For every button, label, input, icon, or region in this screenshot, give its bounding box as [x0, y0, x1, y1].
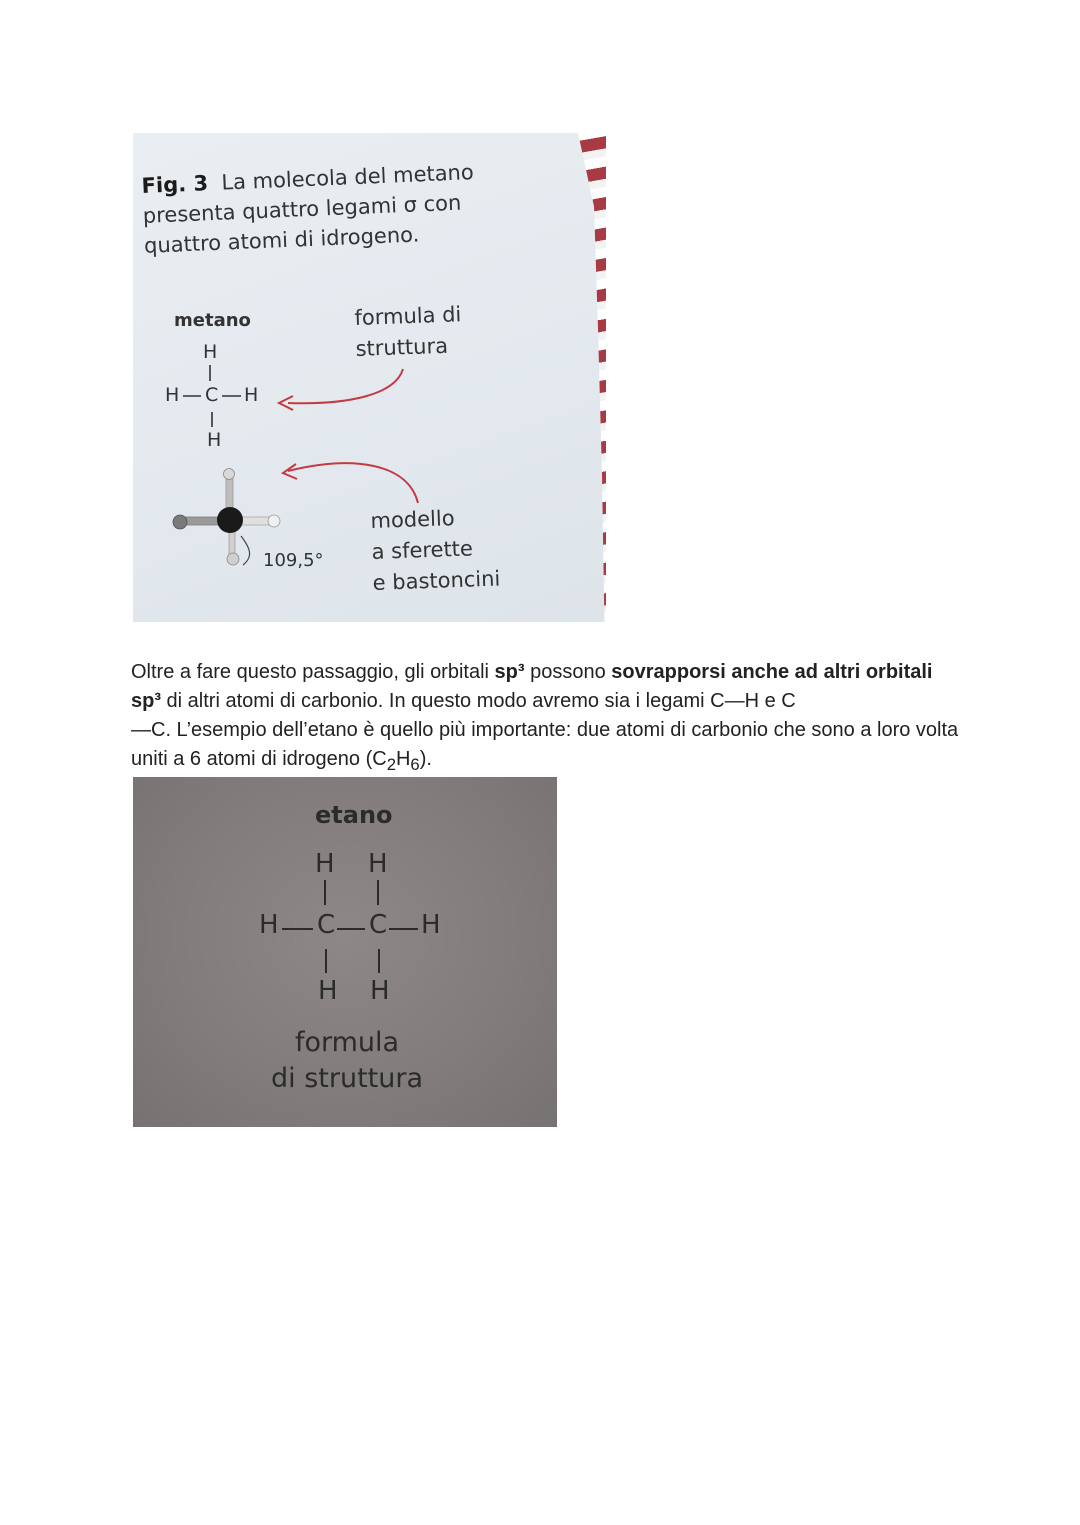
- para-bond-dash-2: —: [131, 719, 151, 741]
- formula-label-line-2: struttura: [355, 333, 449, 361]
- para-bold-overlap: sovrapporsi anche ad altri orbitali sp³: [131, 661, 933, 712]
- atom-c-2: C: [369, 910, 388, 940]
- atom-h-bottom-1: H: [318, 976, 338, 1006]
- bond-angle-label: 109,5°: [263, 550, 324, 571]
- atom-h-left: H: [165, 384, 180, 406]
- atom-h-top-1: H: [315, 849, 335, 879]
- ethane-formula-caption: [263, 1025, 431, 1097]
- ethane-label: etano: [315, 801, 393, 829]
- ethane-caption-line-1: formula: [294, 1027, 400, 1058]
- para-text-7: ).: [419, 748, 432, 770]
- figure-number: Fig. 3: [141, 171, 209, 198]
- para-text-6: H: [395, 748, 411, 770]
- ethane-caption-line-2: di struttura: [270, 1063, 424, 1094]
- atom-c-1: C: [317, 910, 336, 940]
- atom-h-bottom: H: [207, 429, 222, 451]
- atom-h-right: H: [421, 910, 441, 940]
- ball-and-stick-model: [173, 469, 280, 566]
- atom-h-right: H: [244, 384, 259, 406]
- para-text-3: di altri atomi di carbonio. In questo modo avremo sia i legami C: [161, 690, 725, 712]
- caption-line-3: quattro atomi di idrogeno.: [143, 222, 420, 258]
- para-bond-dash-1: —: [724, 690, 745, 712]
- methane-figure-photo: [133, 133, 606, 622]
- arrow-to-model: [283, 463, 418, 503]
- model-label-line-3: e bastoncini: [372, 566, 501, 595]
- arrow-to-formula: [279, 369, 403, 410]
- atom-h-top: H: [203, 341, 218, 363]
- para-text-2: possono: [524, 661, 612, 683]
- caption-line-1: La molecola del metano: [220, 160, 475, 195]
- methane-drawing: [133, 133, 606, 622]
- formula-bonds: [183, 365, 241, 427]
- para-text-4: H e C: [744, 690, 796, 712]
- para-text-1: Oltre a fare questo passaggio, gli orbitali: [131, 661, 495, 683]
- methane-label: metano: [174, 310, 251, 331]
- body-paragraph: [131, 658, 961, 779]
- atom-h-left: H: [259, 910, 279, 940]
- model-label-line-1: modello: [370, 506, 455, 533]
- formula-label-line-1: formula di: [354, 302, 462, 330]
- caption-line-2: presenta quattro legami σ con: [142, 190, 462, 228]
- para-sub-6: 6: [410, 755, 420, 774]
- ethane-figure-photo: [133, 777, 557, 1127]
- atom-h-top-2: H: [368, 849, 388, 879]
- atom-h-bottom-2: H: [370, 976, 390, 1006]
- para-text-5: C. L’esempio dell’etano è quello più importante: due atomi di carbonio che sono a loro volta uniti a 6 atomi di idrogeno (C: [131, 719, 959, 770]
- atom-c: C: [205, 384, 219, 406]
- para-bold-sp3: sp³: [494, 661, 525, 683]
- para-sub-2: 2: [386, 755, 396, 774]
- model-label-line-2: a sferette: [371, 536, 474, 564]
